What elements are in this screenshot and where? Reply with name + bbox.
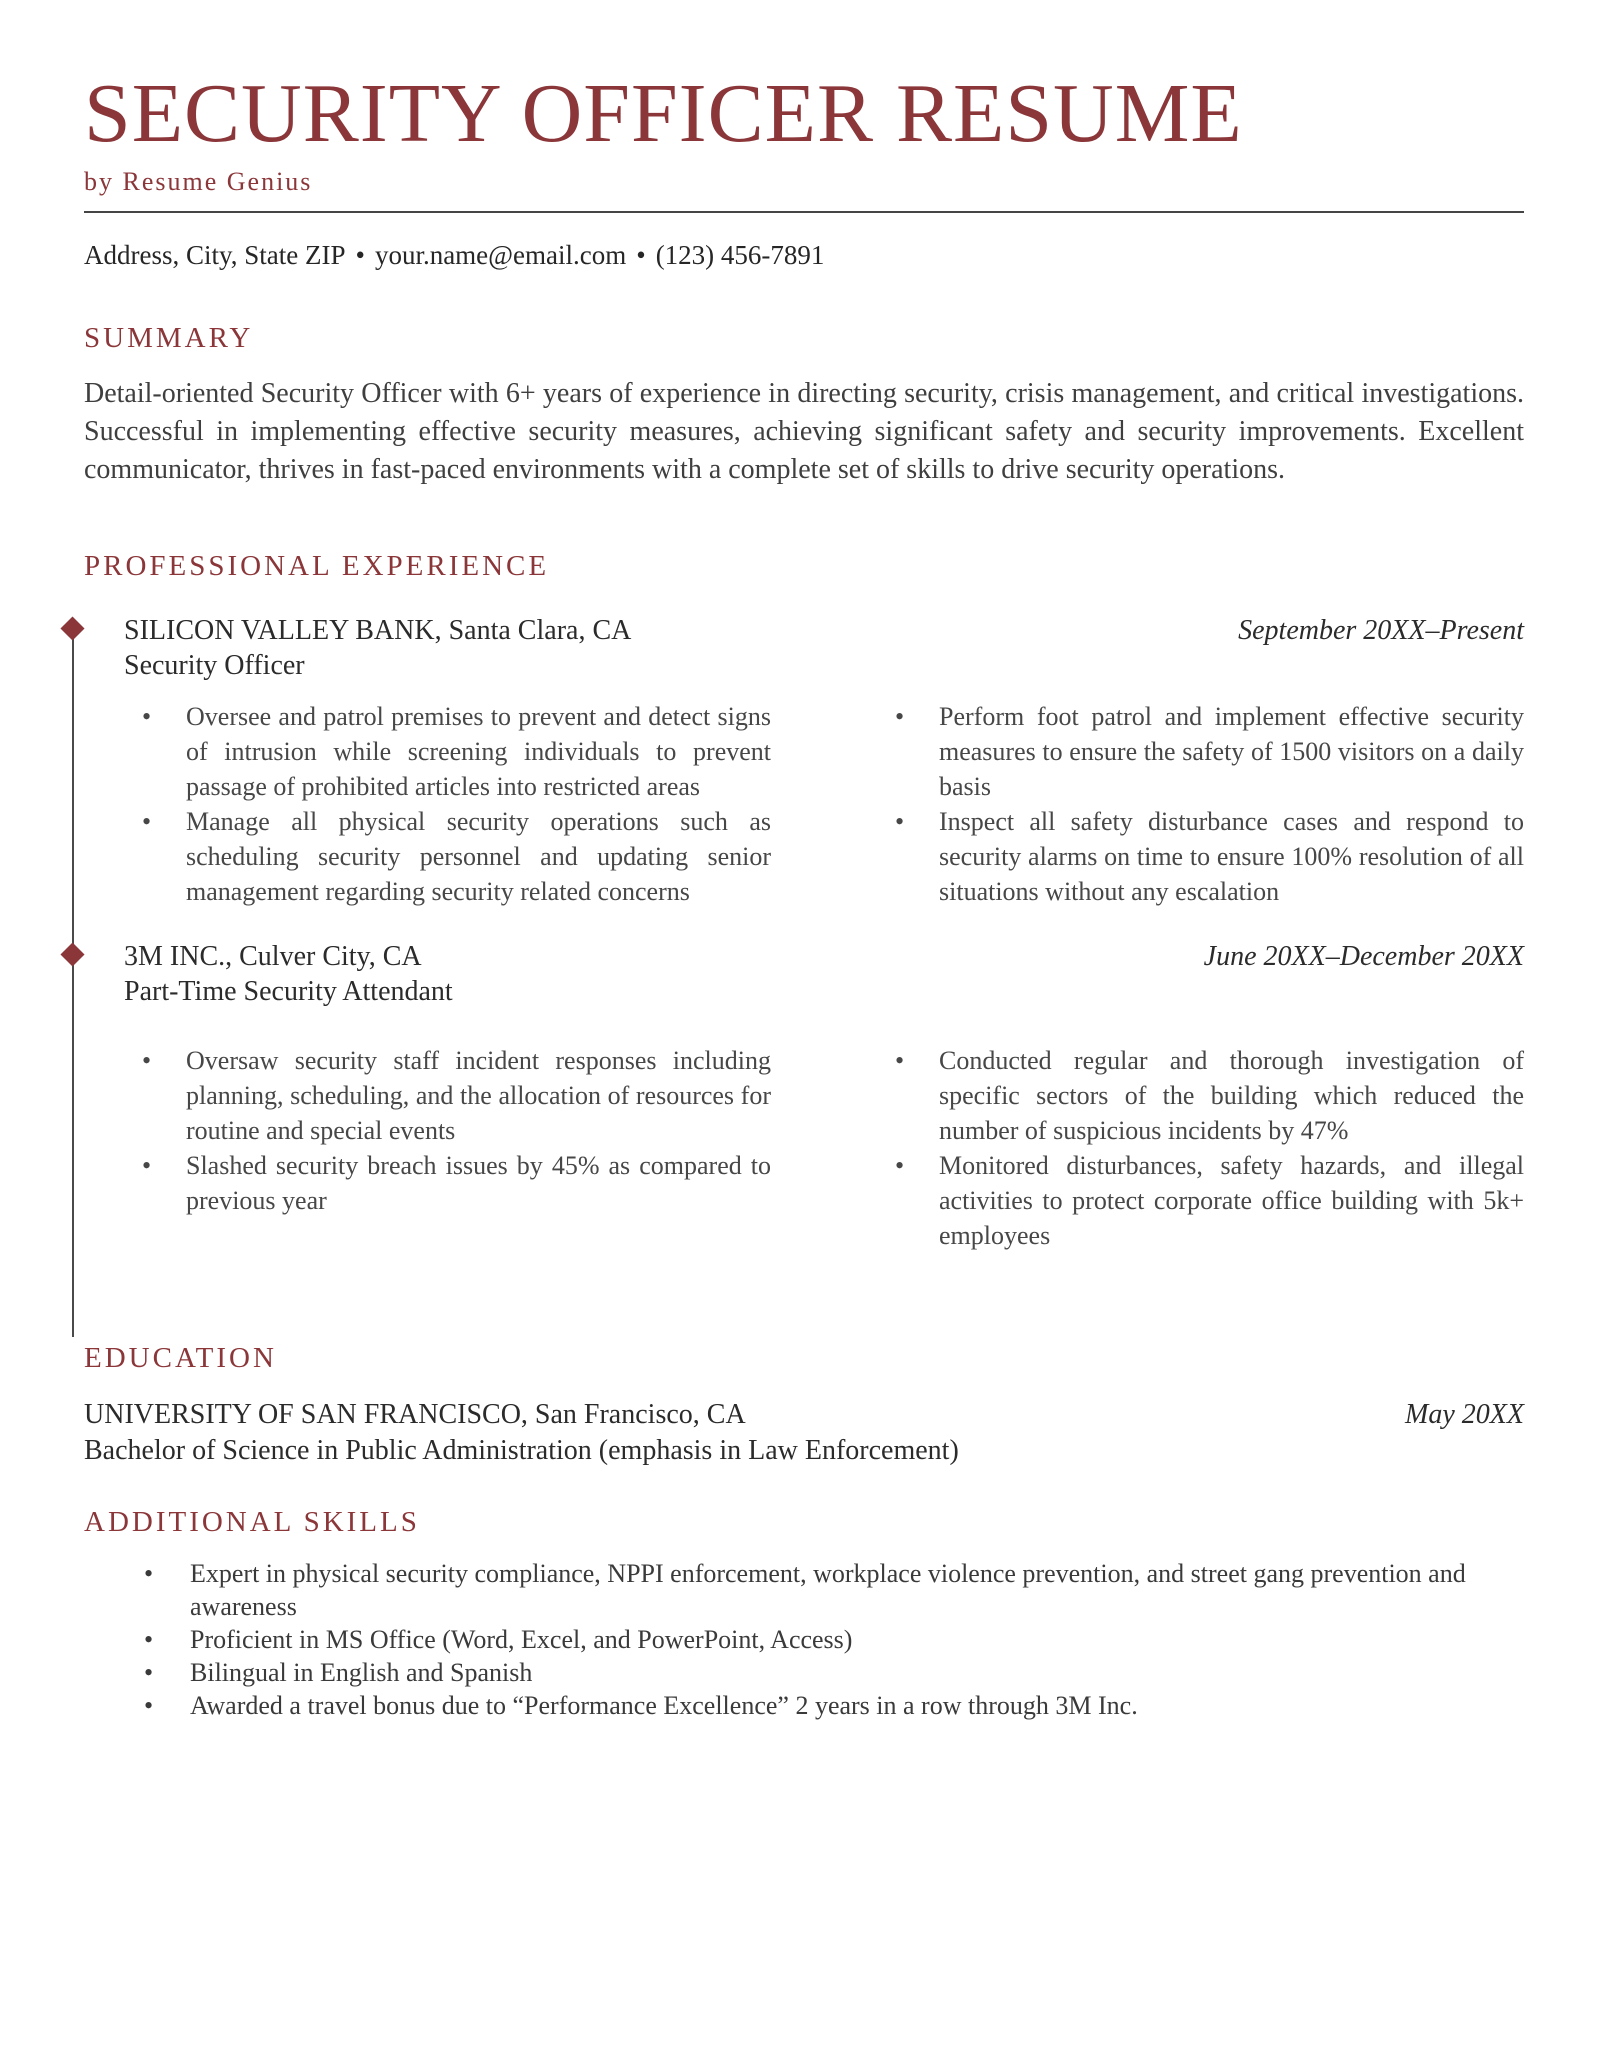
summary-text: Detail-oriented Security Officer with 6+ years of experience in directing security, crisis management, and critical investigations. Successful in implementing effective security measures, achieving significant safety and security improvements. Excellent communicator, thrives in fast-paced environments with a complete set of skills to drive security operations. [84, 378, 1524, 486]
contact-line [84, 239, 1524, 271]
page-title: SECURITY OFFICER RESUME [84, 67, 1243, 160]
section-education [84, 1341, 1524, 1469]
skill-item: • Awarded a travel bonus due to “Performance Excellence” 2 years in a row through 3M Inc. [84, 1689, 1524, 1722]
job-header [124, 613, 1524, 648]
experience-bullet: • Oversaw security staff incident responses including planning, scheduling, and the allocation of resources for routine and special events [136, 1043, 771, 1148]
experience-heading: PROFESSIONAL EXPERIENCE [84, 550, 550, 583]
job-bullets [136, 699, 1524, 909]
education-heading: EDUCATION [84, 1342, 277, 1375]
timeline-diamond-icon [60, 943, 84, 967]
job-header [124, 939, 1524, 974]
experience-bullet: • Monitored disturbances, safety hazards, and illegal activities to protect corporate office building with 5k+ employees [889, 1148, 1524, 1253]
skill-item: • Expert in physical security compliance, NPPI enforcement, workplace violence prevention, and street gang prevention and awareness [84, 1557, 1524, 1623]
skill-item: • Bilingual in English and Spanish [84, 1656, 1524, 1689]
job-role: Part-Time Security Attendant [124, 976, 453, 1008]
contact-address: Address, City, State ZIP [84, 240, 346, 271]
education-dates: May 20XX [1405, 1399, 1524, 1431]
job-entry [124, 613, 1524, 909]
job-dates: June 20XX–December 20XX [1203, 941, 1524, 973]
experience-bullet: • Perform foot patrol and implement effective security measures to ensure the safety of 1500 visitors on a daily basis [889, 699, 1524, 804]
experience-bullet: • Oversee and patrol premises to prevent and detect signs of intrusion while screening individuals to prevent passage of prohibited articles into restricted areas [136, 699, 771, 804]
bullet-column-left [136, 1043, 771, 1253]
experience-bullet: • Inspect all safety disturbance cases and respond to security alarms on time to ensure 100% resolution of all situations without any escalation [889, 804, 1524, 909]
bullet-column-right [889, 1043, 1524, 1253]
resume-header [84, 67, 1524, 271]
timeline-diamond-icon [60, 617, 84, 641]
job-entry [124, 939, 1524, 1253]
section-experience [84, 549, 1524, 1253]
section-additional-skills [84, 1505, 1524, 1722]
bullet-separator: • [355, 240, 365, 271]
summary-heading: SUMMARY [84, 322, 254, 355]
job-role: Security Officer [124, 650, 305, 682]
skill-item: • Proficient in MS Office (Word, Excel, and PowerPoint, Access) [84, 1623, 1524, 1656]
skills-heading: ADDITIONAL SKILLS [84, 1506, 420, 1539]
section-summary [84, 321, 1524, 489]
skills-list [84, 1557, 1524, 1722]
contact-email: your.name@email.com [374, 240, 627, 271]
experience-bullet: • Conducted regular and thorough investigation of specific sectors of the building which reduced the number of suspicious incidents by 47% [889, 1043, 1524, 1148]
experience-bullet: • Manage all physical security operations such as scheduling security personnel and updating senior management regarding security related concerns [136, 804, 771, 909]
byline: by Resume Genius [84, 167, 1524, 213]
bullet-column-left [136, 699, 771, 909]
experience-bullet: • Slashed security breach issues by 45% as compared to previous year [136, 1148, 771, 1218]
degree-line: Bachelor of Science in Public Administration (emphasis in Law Enforcement) [84, 1435, 959, 1467]
company-name: SILICON VALLEY BANK, Santa Clara, CA [124, 615, 632, 647]
education-row [84, 1397, 1524, 1433]
company-name: 3M INC., Culver City, CA [124, 941, 422, 973]
job-bullets [136, 1043, 1524, 1253]
timeline-line [72, 621, 74, 1337]
job-dates: September 20XX–Present [1238, 615, 1524, 647]
contact-phone: (123) 456-7891 [655, 240, 825, 271]
school-name: UNIVERSITY OF SAN FRANCISCO, San Francisco, CA [84, 1399, 746, 1431]
bullet-column-right [889, 699, 1524, 909]
bullet-separator: • [636, 240, 646, 271]
